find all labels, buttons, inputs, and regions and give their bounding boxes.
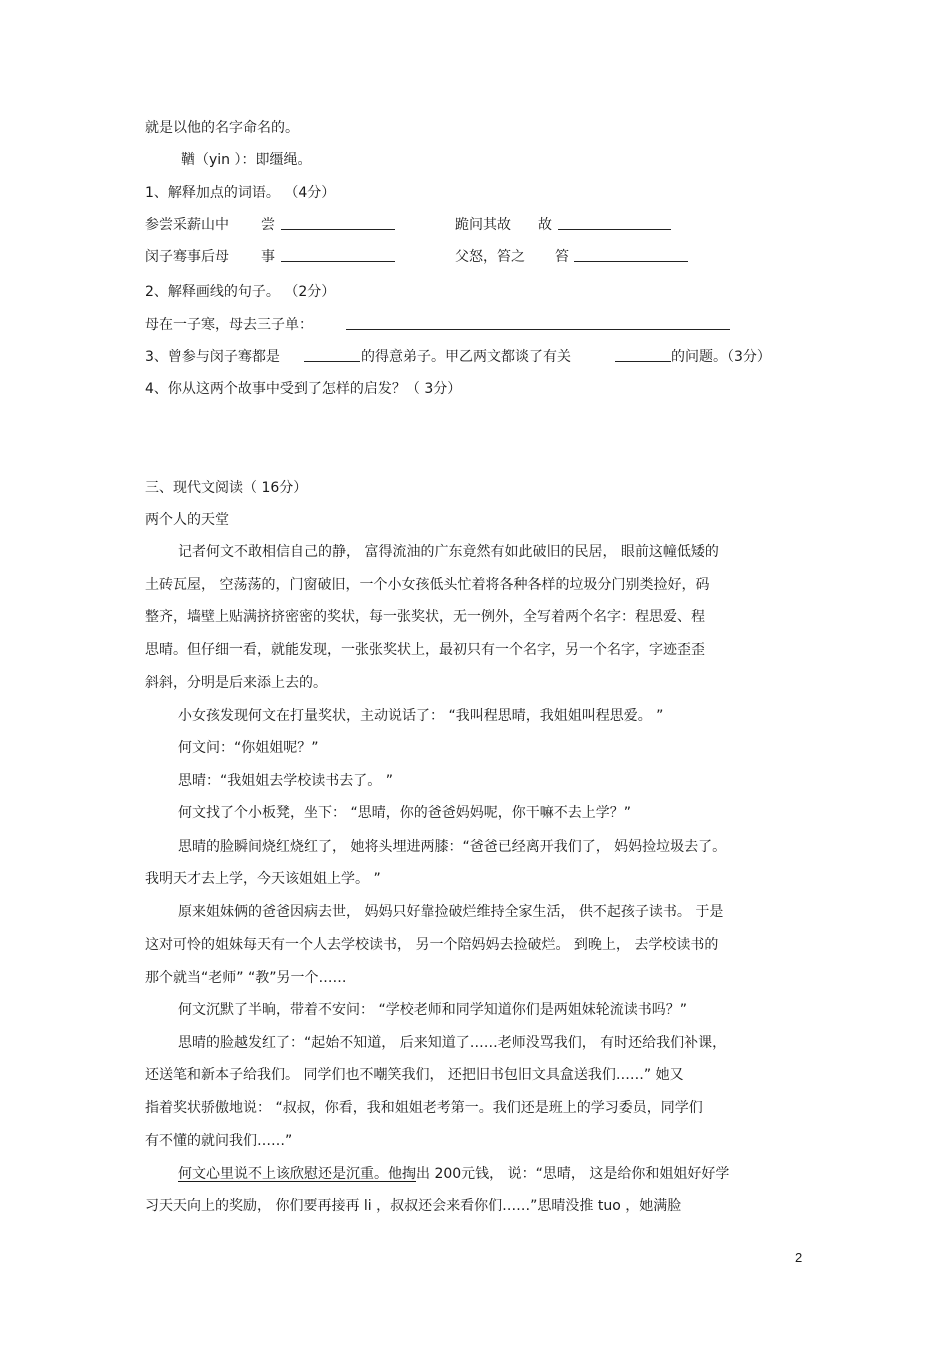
question-1a-phrase: 参尝采薪山中 bbox=[145, 217, 229, 233]
paragraph-line: 何文沉默了半晌，带着不安问： “学校老师和同学知道你们是两姐妹轮流读书吗？” bbox=[178, 1002, 687, 1018]
question-1b-phrase: 跪问其故 bbox=[455, 217, 511, 233]
paragraph-line: 小女孩发现何文在打量奖状，主动说话了： “我叫程思晴，我姐姐叫程思爱。 ” bbox=[178, 708, 664, 724]
answer-blank-1b[interactable] bbox=[556, 215, 673, 236]
question-4: 4、你从这两个故事中受到了怎样的启发？（ 3分） bbox=[145, 381, 462, 397]
answer-blank-1c[interactable] bbox=[279, 247, 397, 268]
section-heading: 三、现代文阅读（ 16分） bbox=[145, 480, 308, 496]
paragraph-line: 思晴的脸越发红了：“起始不知道， 后来知道了……老师没骂我们， 有时还给我们补课， bbox=[178, 1035, 727, 1051]
paragraph-line: 我明天才去上学，今天该姐姐上学。 ” bbox=[145, 871, 381, 887]
underlined-sentence: 何文心里说不上该欣慰还是沉重。他掏 bbox=[178, 1166, 416, 1182]
paragraph-line: 思晴：“我姐姐去学校读书去了。 ” bbox=[178, 773, 393, 789]
paragraph-line: 何文问：“你姐姐呢？” bbox=[178, 740, 319, 756]
question-3-part-c: 的问题。（3分） bbox=[671, 349, 771, 365]
paragraph-line: 这对可怜的姐妹每天有一个人去学校读书， 另一个陪妈妈去捡破烂。 到晚上， 去学校读书的 bbox=[145, 937, 719, 953]
question-2-sentence: 母在一子寒，母去三子单： bbox=[145, 317, 313, 333]
paragraph-line: 斜斜，分明是后来添上去的。 bbox=[145, 675, 327, 691]
paragraph-line: 那个就当“老师” “教”另一个…… bbox=[145, 970, 347, 986]
answer-blank-3a[interactable] bbox=[302, 347, 362, 368]
paragraph-line: 思晴。但仔细一看，就能发现，一张张奖状上，最初只有一个名字，另一个名字，字迹歪歪 bbox=[145, 642, 705, 658]
paragraph-line: 思晴的脸瞬间烧红烧红了， 她将头埋进两膝：“爸爸已经离开我们了， 妈妈捡垃圾去了。 bbox=[178, 839, 727, 855]
question-1c-word: 事 bbox=[261, 249, 275, 265]
question-1d-phrase: 父怒，笞之 bbox=[455, 249, 525, 265]
answer-blank-3b[interactable] bbox=[613, 347, 673, 368]
question-3-part-b: 的得意弟子。甲乙两文都谈了有关 bbox=[361, 349, 571, 365]
page-number: 2 bbox=[795, 1250, 803, 1265]
question-2: 2、解释画线的句子。 （2分） bbox=[145, 284, 336, 300]
paragraph-line: 何文找了个小板凳，坐下： “思晴，你的爸爸妈妈呢，你干嘛不去上学？” bbox=[178, 805, 631, 821]
question-1b-word: 故 bbox=[538, 217, 552, 233]
paragraph-line: 习天天向上的奖励， 你们要再接再 li ，叔叔还会来看你们……”思晴没推 tuo ，她满脸 bbox=[145, 1198, 682, 1214]
paragraph-line: 记者何文不敢相信自己的静， 富得流油的广东竟然有如此破旧的民居， 眼前这幢低矮的 bbox=[178, 544, 719, 560]
question-1d-word: 笞 bbox=[555, 249, 569, 265]
answer-blank-1a[interactable] bbox=[279, 215, 397, 236]
paragraph-line: 土砖瓦屋， 空荡荡的，门窗破旧，一个小女孩低头忙着将各种各样的垃圾分门别类捡好，码 bbox=[145, 577, 710, 593]
paragraph-line-rest: 出 200元钱， 说：“思晴， 这是给你和姐姐好好学 bbox=[416, 1166, 730, 1182]
question-1a-word: 尝 bbox=[261, 217, 275, 233]
answer-blank-2[interactable] bbox=[344, 315, 732, 336]
question-3-part-a: 3、曾参与闵子骞都是 bbox=[145, 349, 280, 365]
paragraph-line: 整齐，墙壁上贴满挤挤密密的奖状，每一张奖状，无一例外，全写着两个名字：程思爱、程 bbox=[145, 609, 705, 625]
annotation-line: 鞧（yin ）：即缰绳。 bbox=[181, 152, 312, 168]
paragraph-line: 有不懂的就问我们……” bbox=[145, 1133, 293, 1149]
paragraph-line bbox=[178, 1164, 729, 1184]
paragraph-line: 还送笔和新本子给我们。 同学们也不嘲笑我们， 还把旧书包旧文具盒送我们……” 她又 bbox=[145, 1067, 684, 1083]
question-1c-phrase: 闵子骞事后母 bbox=[145, 249, 229, 265]
paragraph-line: 指着奖状骄傲地说： “叔叔，你看，我和姐姐老考第一。我们还是班上的学习委员，同学们 bbox=[145, 1100, 703, 1116]
answer-blank-1d[interactable] bbox=[572, 247, 690, 268]
paragraph-line: 原来姐妹俩的爸爸因病去世， 妈妈只好靠捡破烂维持全家生活， 供不起孩子读书。 于是 bbox=[178, 904, 724, 920]
question-1: 1、解释加点的词语。 （4分） bbox=[145, 185, 336, 201]
passage-title: 两个人的天堂 bbox=[145, 512, 229, 528]
text-line: 就是以他的名字命名的。 bbox=[145, 120, 299, 136]
